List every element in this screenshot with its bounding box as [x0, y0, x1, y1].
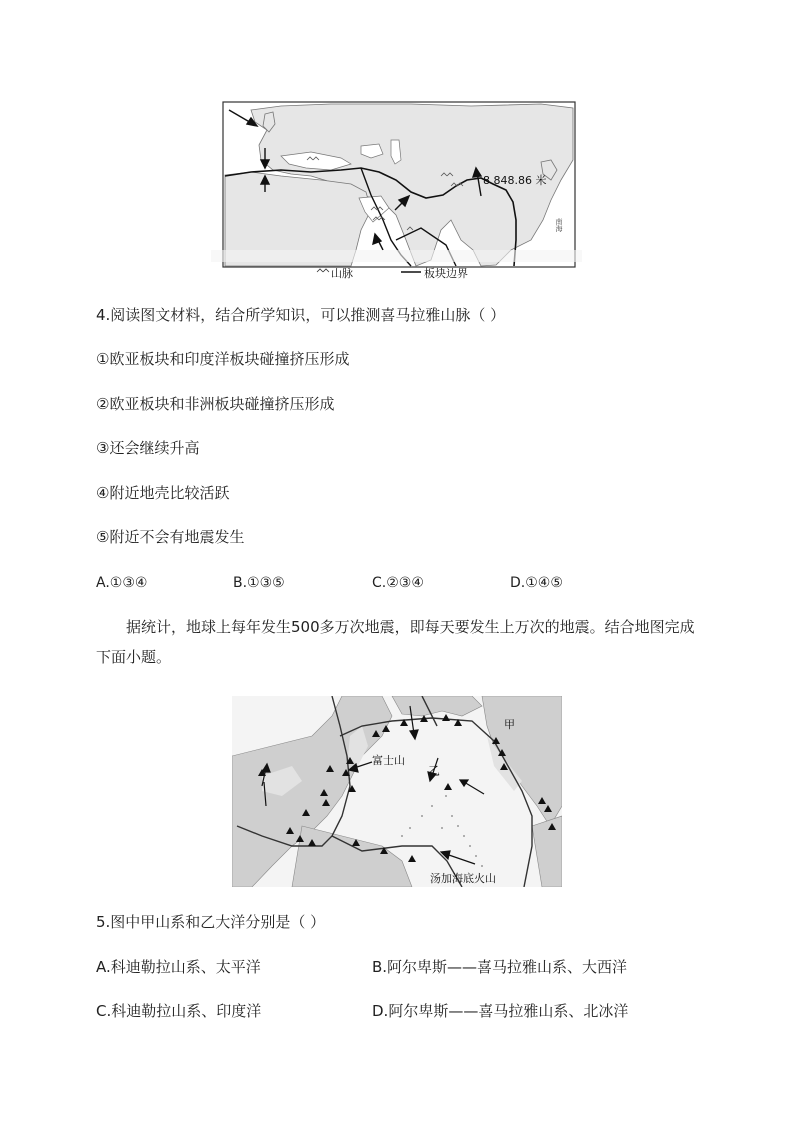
- q4-option-b[interactable]: B.①③⑤: [233, 575, 285, 591]
- plate-boundary-map: [211, 100, 582, 282]
- q4-statement-1: ①欧亚板块和印度洋板块碰撞挤压形成: [96, 350, 350, 368]
- q5-option-c[interactable]: C.科迪勒拉山系、印度洋: [96, 1002, 262, 1020]
- label-tonga-volcano: 汤加海底火山: [430, 872, 496, 885]
- label-mount-fuji: 富士山: [372, 754, 405, 767]
- q4-statement-3: ③还会继续升高: [96, 439, 200, 457]
- pacific-volcano-map-graphic: [232, 696, 562, 887]
- label-jia: 甲: [504, 718, 515, 731]
- q5-option-a[interactable]: A.科迪勒拉山系、太平洋: [96, 958, 261, 976]
- passage-paragraph: [96, 612, 696, 672]
- pacific-volcano-map: [232, 696, 562, 887]
- q5-stem: 5.图中甲山系和乙大洋分别是（ ）: [96, 913, 326, 931]
- q5-option-d[interactable]: D.阿尔卑斯——喜马拉雅山系、北冰洋: [372, 1002, 629, 1020]
- q4-option-a[interactable]: A.①③④: [96, 575, 148, 591]
- everest-elevation-label: 8 848.86 米: [483, 174, 547, 187]
- q4-option-d[interactable]: D.①④⑤: [510, 575, 563, 591]
- south-sea-label: 南海: [555, 218, 563, 232]
- passage-text: 据统计，地球上每年发生500多万次地震，即每天要发生上万次的地震。结合地图完成下面小题。: [96, 618, 695, 666]
- q5-option-b[interactable]: B.阿尔卑斯——喜马拉雅山系、大西洋: [372, 958, 628, 976]
- q4-statement-2: ②欧亚板块和非洲板块碰撞挤压形成: [96, 395, 335, 413]
- q4-statement-4: ④附近地壳比较活跃: [96, 484, 230, 502]
- legend-mountain-label: 山脉: [331, 267, 353, 280]
- label-yi: 乙: [428, 764, 441, 778]
- legend-boundary-label: 板块边界: [424, 267, 468, 280]
- q4-option-c[interactable]: C.②③④: [372, 575, 424, 591]
- q4-statement-5: ⑤附近不会有地震发生: [96, 528, 245, 546]
- plate-boundary-map-graphic: [211, 100, 582, 282]
- q4-stem: 4.阅读图文材料，结合所学知识，可以推测喜马拉雅山脉（ ）: [96, 306, 506, 324]
